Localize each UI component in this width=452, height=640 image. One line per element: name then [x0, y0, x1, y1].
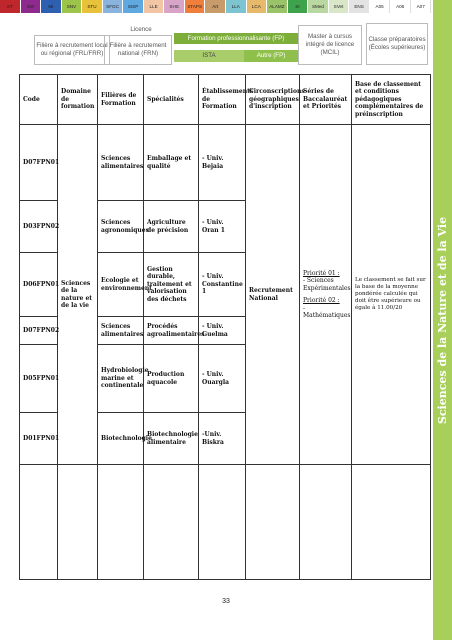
sidebar-title: Sciences de la Nature et de la Vie: [436, 216, 450, 424]
legend-ista: ISTA: [174, 50, 244, 62]
row-filiere: Biotechnologie: [98, 413, 144, 465]
specialties-table: [19, 74, 431, 580]
domain-tab-stu[interactable]: STU: [82, 0, 103, 13]
domain-tab-lla[interactable]: LLA: [226, 0, 247, 13]
row-filiere: Sciences agronomiques: [98, 201, 144, 253]
row-etablissement: - Univ. Ouargla: [199, 345, 246, 413]
row-etablissement: -Univ. Biskra: [199, 413, 246, 465]
priority-2-value: - Mathématiques: [303, 304, 351, 319]
row-etablissement: - Univ. Constantine 1: [199, 253, 246, 317]
domain-tab-art[interactable]: Art: [205, 0, 226, 13]
legend-classe-prepa: Classe préparatoires (Écoles supérieures): [366, 23, 428, 65]
domain-tab-lle[interactable]: LLE: [144, 0, 165, 13]
circonscription-cell: Recrutement National: [246, 125, 300, 465]
header-filieres: Filières de Formation: [98, 75, 144, 125]
row-specialite: Emballage et qualité: [144, 125, 199, 201]
row-specialite: Production aquacole: [144, 345, 199, 413]
header-etablissements: Établissements de Formation: [199, 75, 246, 125]
domain-tab-si[interactable]: SI: [288, 0, 309, 13]
legend-formation-pro: Formation professionnalisante (FP): [174, 33, 298, 44]
domain-tab-shs[interactable]: SHS: [164, 0, 185, 13]
domaine-cell: Sciences de la nature et de la vie: [58, 125, 98, 465]
legend-master: Master à cursus intégré de licence (MCIL): [298, 25, 362, 65]
domain-tab-lca[interactable]: LCA: [247, 0, 268, 13]
legend-licence-label: Licence: [130, 26, 152, 34]
series-cell: [300, 125, 352, 465]
domain-tab-a05[interactable]: A05: [370, 0, 391, 13]
domain-tab-sm[interactable]: SM: [21, 0, 42, 13]
legend-autre-fp: Autre (FP): [244, 50, 298, 62]
base-cell: Le classement se fait sur la base de la moyenne pondérée calculée qui doit être supérieure ou égale à 11.00/20: [352, 125, 431, 465]
header-domaine: Domaine de formation: [58, 75, 98, 125]
header-circonscriptions: Circonscriptions géographiques d'inscription: [246, 75, 300, 125]
domain-tab-st[interactable]: ST: [0, 0, 21, 13]
priority-1-label: Priorité 01 :: [303, 269, 340, 277]
header-series: Séries de Baccalauréat et Priorités: [300, 75, 352, 125]
row-filiere: Sciences alimentaires: [98, 317, 144, 345]
domain-tab-alamz[interactable]: ALAMZ: [267, 0, 288, 13]
domain-tab-staps[interactable]: STAPS: [185, 0, 206, 13]
priority-2-label: Priorité 02 :: [303, 297, 340, 304]
domain-tab-a06[interactable]: A06: [390, 0, 411, 13]
domain-tab-bar: [0, 0, 452, 13]
domain-tab-sisp[interactable]: SISP: [123, 0, 144, 13]
row-filiere: Sciences alimentaires: [98, 125, 144, 201]
row-specialite: Procédés agroalimentaires: [144, 317, 199, 345]
domain-tab-smed[interactable]: SMed: [308, 0, 329, 13]
row-etablissement: - Univ. Bejaia: [199, 125, 246, 201]
page-number: 33: [222, 598, 230, 605]
row-code: D03FPN02: [20, 201, 58, 253]
domain-tab-mi[interactable]: MI: [41, 0, 62, 13]
legend-recrutement-local: Filière à recrutement local ou régional (FRL/FRR): [34, 35, 110, 65]
row-specialite: Agriculture de précision: [144, 201, 199, 253]
header-code: Code: [20, 75, 58, 125]
domain-tab-ens[interactable]: ENS: [349, 0, 370, 13]
domain-tab-snv[interactable]: SNV: [62, 0, 83, 13]
table-header-row: [20, 75, 431, 125]
row-code: D05FPN01: [20, 345, 58, 413]
row-etablissement: - Univ. Oran 1: [199, 201, 246, 253]
domain-tab-sfgc[interactable]: SFGC: [103, 0, 124, 13]
row-code: D07FPN02: [20, 317, 58, 345]
priority-1-value: - Sciences Expérimentales: [303, 277, 351, 292]
row-etablissement: - Univ. Guelma: [199, 317, 246, 345]
legend-recrutement-national: Filière à recrutement national (FRN): [104, 35, 172, 65]
row-filiere: Ecologie et environnement: [98, 253, 144, 317]
row-specialite: Gestion durable, traitement et valorisation des déchets: [144, 253, 199, 317]
table-row: [20, 125, 431, 201]
row-code: D06FPN01: [20, 253, 58, 317]
domain-tab-a07[interactable]: A07: [411, 0, 432, 13]
row-code: D01FPN01: [20, 413, 58, 465]
header-base: Base de classement et conditions pédagogiques complémentaires de préinscription: [352, 75, 431, 125]
domain-tab-svet[interactable]: SVet: [329, 0, 350, 13]
row-specialite: Biotechnologie alimentaire: [144, 413, 199, 465]
header-specialites: Spécialités: [144, 75, 199, 125]
row-code: D07FPN01: [20, 125, 58, 201]
table-row-empty: [20, 465, 431, 580]
sidebar-title-wrap: [433, 70, 452, 570]
row-filiere: Hydrobiologie marine et continentale: [98, 345, 144, 413]
